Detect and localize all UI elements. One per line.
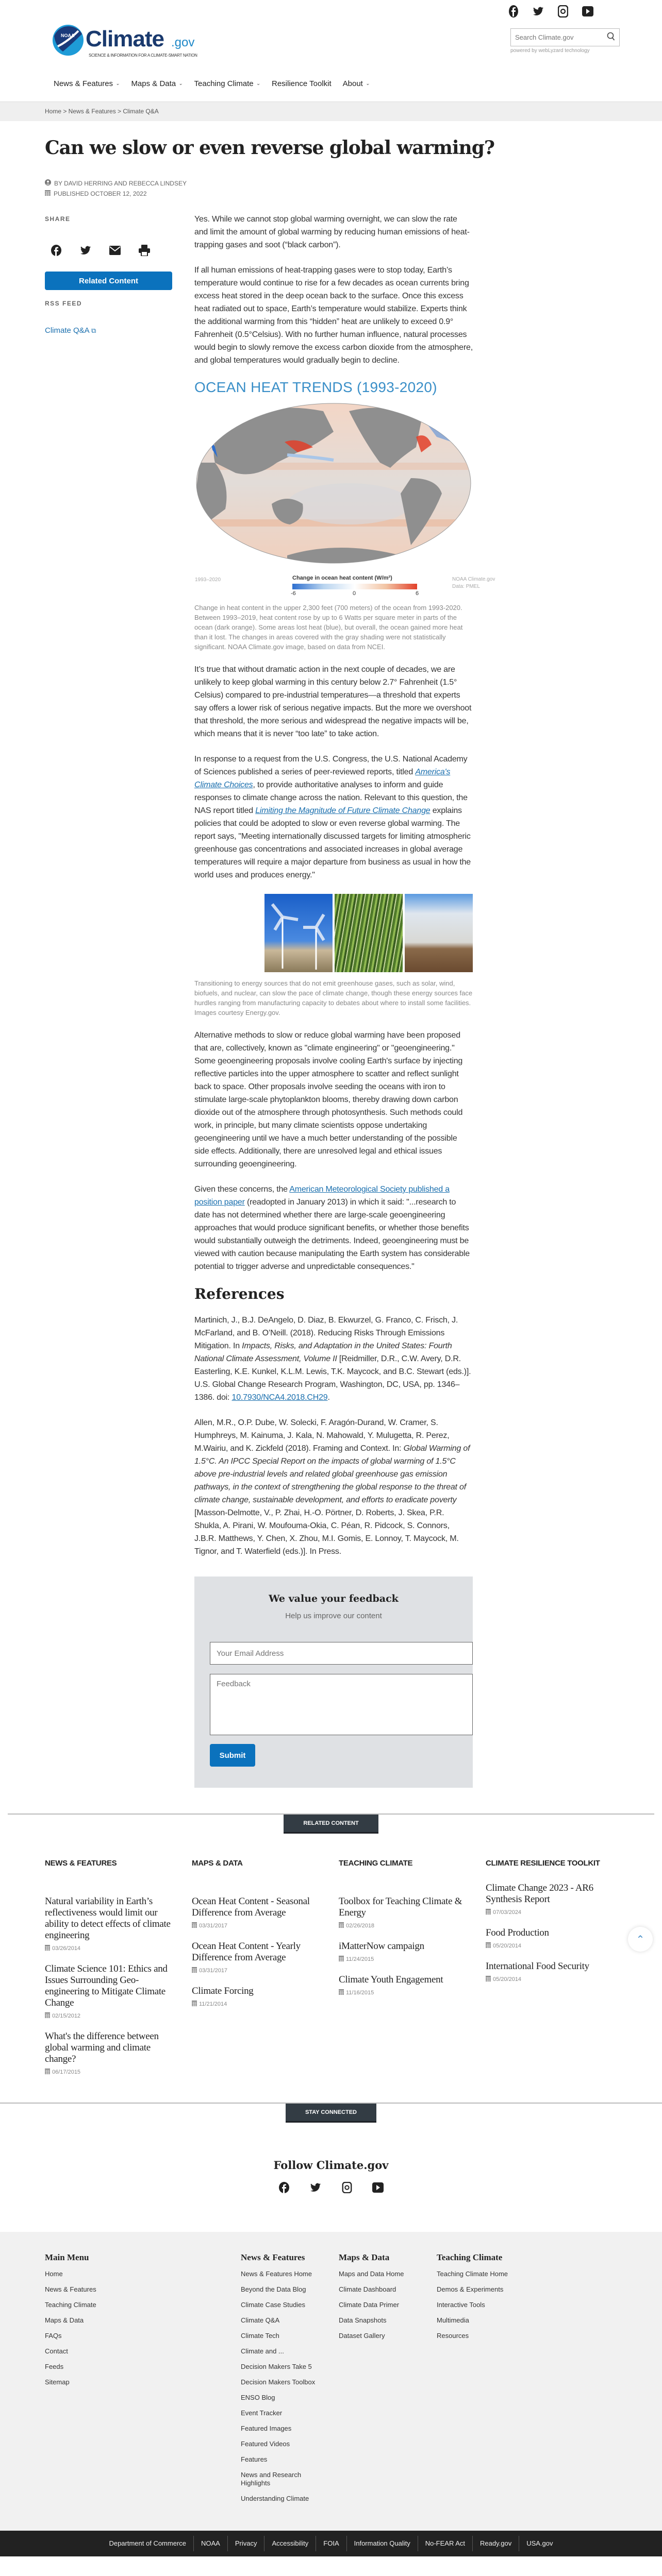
chevron-down-icon: ⌄ — [115, 81, 120, 87]
feedback-form — [194, 1577, 473, 1788]
map-source-data: Data: PMEL — [452, 584, 480, 589]
rss-link-climate-qa[interactable] — [45, 326, 96, 335]
footer-link[interactable]: Climate Case Studies — [241, 2301, 305, 2309]
footer-column-heading: Main Menu — [45, 2252, 89, 2262]
text: [Masson-Delmotte, V., P. Zhai, H.-O. Pörtner, D. Roberts, J. Skea, P.R. Shukla, A. Pirani, W. Moufouma-Okia, C. Péan, R. Pidcock, S. Connors, J.B.R. Matthews, Y. Chen, X. Zhou, M.I. Gomis, E. Lonnoy, T. Maycock, M. Tignor, and T. Waterfield (eds.)]. In Press. — [194, 1509, 459, 1556]
footer-link[interactable]: Teaching Climate Home — [437, 2270, 508, 2278]
energy-images — [194, 894, 473, 972]
map-legend-title: Change in ocean heat content (W/m²) — [292, 575, 392, 581]
text: [Reidmiller, D.R., C.W. Avery, D.R. Easterling, K.E. Kunkel, K.L.M. Lewis, T.K. Maycock, and B.C. Stewart (eds.)]. U.S. Global Change Research Program, Washington, DC, USA, pp. 1346–1386. doi: — [194, 1354, 471, 1402]
related-column-heading: MAPS & DATA — [192, 1859, 243, 1868]
related-item-date — [339, 1989, 473, 1996]
related-item-title[interactable]: Food Production — [486, 1927, 549, 1938]
nav-label: Resilience Toolkit — [272, 79, 332, 88]
text: Given these concerns, the — [194, 1185, 290, 1194]
related-column-heading: CLIMATE RESILIENCE TOOLKIT — [486, 1859, 600, 1868]
footer-link[interactable]: Beyond the Data Blog — [241, 2285, 306, 2293]
bottom-link[interactable]: USA.gov — [519, 2536, 560, 2551]
related-item[interactable] — [45, 2031, 179, 2076]
page-title: Can we slow or even reverse global warming? — [45, 137, 494, 159]
footer-link[interactable]: Interactive Tools — [437, 2301, 485, 2309]
related-item-title[interactable]: Toolbox for Teaching Climate & Energy — [339, 1896, 462, 1918]
header-social-links — [508, 4, 593, 19]
footer-link[interactable]: ENSO Blog — [241, 2394, 275, 2401]
stay-connected-section — [0, 2103, 662, 2232]
footer-link[interactable]: Features — [241, 2455, 268, 2463]
search-powered-by: powered by webLyzard technology — [510, 48, 590, 54]
search-box[interactable] — [510, 28, 620, 46]
footer-link[interactable]: Maps and Data Home — [339, 2270, 404, 2278]
related-item-title[interactable]: Climate Youth Engagement — [339, 1974, 443, 1985]
related-item[interactable] — [486, 1883, 620, 1916]
related-column — [339, 1857, 473, 2087]
link-limiting-magnitude[interactable]: Limiting the Magnitude of Future Climate Change — [255, 806, 431, 815]
related-item-title[interactable]: Natural variability in Earth’s reflectiveness would limit our ability to detect effects of climate engineering — [45, 1896, 171, 1941]
print-icon[interactable] — [139, 245, 150, 256]
calendar-icon — [192, 1967, 197, 1974]
map-heading: OCEAN HEAT TRENDS (1993-2020) — [194, 379, 437, 395]
footer-link[interactable]: News and Research Highlights — [241, 2471, 302, 2487]
user-icon — [45, 179, 51, 187]
related-content-button[interactable]: Related Content — [45, 272, 172, 290]
related-item[interactable] — [339, 1896, 473, 1929]
bottom-link[interactable]: Privacy — [227, 2536, 264, 2551]
chevron-down-icon: ⌄ — [256, 81, 260, 87]
paragraph-threshold: It’s true that without dramatic action in the next couple of decades, we are unlikely to keep global warming in this century below 2.7° Fahrenheit (1.5° Celsius) compared to pre-industrial temperatures—a threshold that experts say offers a lower risk of serious negative impacts. But the more we overshoot that threshold, the more serious and widespread the negative impacts will be, which means that it is never “too late” to take action. — [194, 665, 472, 738]
footer-link[interactable]: Maps & Data — [45, 2316, 84, 2324]
footer-link[interactable]: News & Features — [45, 2285, 96, 2293]
ocean-heat-map — [194, 401, 473, 566]
instagram-icon[interactable] — [342, 2182, 352, 2196]
bottom-link[interactable]: Accessibility — [264, 2536, 316, 2551]
date-text: 06/17/2015 — [52, 2069, 81, 2075]
text: Global Warming of 1.5°C. An IPCC Special Report on the impacts of global warming of 1.5°C above pre-industrial levels and related global greenhouse gas emission pathways, in the context of strengthening the global response to the threat of climate change, sustainable development, and efforts to eradicate poverty — [194, 1444, 470, 1504]
feedback-subtitle: Help us improve our content — [285, 1612, 382, 1620]
footer-link[interactable]: Decision Makers Take 5 — [241, 2363, 312, 2370]
bottom-link[interactable]: Department of Commerce — [109, 2539, 187, 2547]
paragraph-geoengineering: Alternative methods to slow or reduce global warming have been proposed that are, collectively, known as "climate engineering" or "geoengineering." Some geoengineering proposals involve cooling Earth's surface by injecting reflective particles into the upper atmosphere to scatter and reflect sunlight back to space. Other proposals involve seeding the oceans with iron to stimulate large-scale phytoplankton blooms, thereby drawing down carbon dioxide out of the atmosphere through photosynthesis. Such methods could work, in principle, but many climate scientists oppose undertaking geoengineering until we have a much better understanding of the possible side effects. Additionally, there are unresolved legal and ethical issues surrounding geoengineering. — [194, 1031, 463, 1168]
nav-label: News & Features — [54, 79, 113, 88]
footer-link[interactable]: Multimedia — [437, 2316, 469, 2324]
footer-link[interactable]: Climate Dashboard — [339, 2285, 396, 2293]
related-item-title[interactable]: Ocean Heat Content - Seasonal Difference from Average — [192, 1896, 310, 1918]
youtube-icon[interactable] — [582, 4, 593, 19]
climate-gov-logo[interactable] — [52, 21, 217, 59]
date-text: 11/21/2014 — [199, 2001, 227, 2007]
related-item-date — [339, 1922, 473, 1929]
footer-column — [45, 2252, 241, 2510]
share-buttons — [51, 245, 150, 256]
footer-link[interactable]: Featured Videos — [241, 2440, 290, 2448]
bottom-link[interactable]: Ready.gov — [472, 2536, 519, 2551]
footer-column — [241, 2252, 339, 2510]
nav-label: About — [342, 79, 363, 88]
map-legend-colorbar — [292, 584, 417, 589]
biofuel-grass-image — [335, 894, 403, 972]
footer-link[interactable]: Teaching Climate — [45, 2301, 96, 2309]
share-twitter-icon[interactable] — [80, 245, 91, 256]
reference-martinich: Martinich, J., B.J. DeAngelo, D. Diaz, B. Ekwurzel, G. Franco, C. Frisch, J. McFarland, and B. O’Neill. (2018). Reducing Risks Through Emissions Mitigation. In Impacts, Risks, and Adaptation in the United States: Fourth National Climate Assessment, Volume II [Reidmiller, D.R., C.W. Avery, D.R. Easterling, K.E. Kunkel, K.L.M. Lewis, T.K. Maycock, and B.C. Stewart (eds.)]. U.S. Global Change Research Program, Washington, DC, USA, pp. 1346–1386. doi: 10.7930/NCA4.2018.CH29. — [194, 1316, 471, 1402]
footer-link[interactable]: News & Features Home — [241, 2270, 312, 2278]
svg-text:Climate: Climate — [86, 26, 164, 52]
follow-heading: Follow Climate.gov — [273, 2159, 389, 2172]
instagram-icon[interactable] — [557, 4, 569, 19]
nav-resilience-toolkit[interactable] — [272, 79, 332, 88]
svg-text:SCIENCE & INFORMATION FOR A CL: SCIENCE & INFORMATION FOR A CLIMATE-SMART NATION — [89, 53, 197, 58]
bottom-link[interactable]: Information Quality — [346, 2536, 418, 2551]
scroll-to-top-button[interactable] — [628, 1927, 653, 1952]
calendar-icon — [45, 1944, 50, 1952]
twitter-icon[interactable] — [533, 4, 544, 19]
calendar-icon — [339, 1989, 344, 1996]
calendar-icon — [192, 2000, 197, 2008]
footer-column-heading: News & Features — [241, 2252, 305, 2262]
nav-news-features[interactable] — [54, 79, 120, 88]
date-text: 02/15/2012 — [52, 2012, 81, 2019]
wind-turbines-image — [264, 894, 333, 972]
footer-link[interactable]: Decision Makers Toolbox — [241, 2378, 316, 2386]
related-item-title[interactable]: Climate Forcing — [192, 1986, 254, 1996]
nav-label: Teaching Climate — [194, 79, 254, 88]
related-item-date — [339, 1955, 473, 1963]
related-content-section — [0, 1814, 662, 2103]
footer-link[interactable]: Resources — [437, 2332, 469, 2340]
footer-link[interactable]: Sitemap — [45, 2378, 70, 2386]
map-source — [452, 576, 495, 590]
footer-link[interactable]: Event Tracker — [241, 2409, 283, 2417]
related-content-tab: RELATED CONTENT — [284, 1815, 378, 1834]
related-item-date — [486, 1942, 620, 1950]
map-period: 1993–2020 — [195, 577, 221, 583]
text: , to provide authoritative analyses to inform and guide responses to climate change across the nation. Relevant to this question, the NAS report titled — [194, 781, 468, 815]
bottom-link[interactable]: NOAA — [193, 2536, 227, 2551]
footer-column-heading: Maps & Data — [339, 2252, 390, 2262]
related-columns — [0, 1834, 662, 2103]
share-email-icon[interactable] — [109, 245, 121, 256]
footer-link[interactable]: Climate Tech — [241, 2332, 279, 2340]
paragraph-intro: Yes. While we cannot stop global warming overnight, we can slow the rate and limit the amount of global warming by reducing human emissions of heat-trapping gases and soot (“black carbon”). — [194, 215, 470, 249]
text: explains policies that could be adopted to slow or even reverse global warming. The report says, "Meeting internationally discussed targets for limiting atmospheric greenhouse gas concentrations and associated increases in global average temperatures will require a major departure from business as usual in how the world uses and produces energy." — [194, 806, 471, 879]
calendar-icon — [486, 1908, 491, 1916]
related-item-date — [486, 1975, 620, 1983]
map-caption: Change in heat content in the upper 2,300 feet (700 meters) of the ocean from 1993-2020. Between 1993–2019, heat content rose by up to 6 Watts per square meter in parts of the ocean (dark orange). Some areas lost heat (blue), but overall, the ocean gained more heat than it lost. The changes in areas covered with the gray shading were not statistically significant. NOAA Climate.gov image, based on data from NCEI. — [194, 604, 463, 651]
footer-column — [339, 2252, 437, 2510]
related-item[interactable] — [192, 1941, 326, 1974]
feedback-title: We value your feedback — [269, 1593, 399, 1604]
calendar-icon — [339, 1922, 344, 1929]
text: Martinich, J., B.J. DeAngelo, D. Diaz, B. Ekwurzel, G. Franco, C. Frisch, J. McFarland, and B. O’Neill. (2018). Reducing Risks Through Emissions Mitigation. In — [194, 1316, 458, 1350]
related-item[interactable] — [192, 1896, 326, 1929]
footer-link[interactable]: Climate and ... — [241, 2347, 284, 2355]
search-icon[interactable] — [607, 32, 615, 43]
nav-label: Maps & Data — [131, 79, 176, 88]
related-item-title[interactable]: What's the difference between global warming and climate change? — [45, 2031, 159, 2064]
twitter-icon[interactable] — [310, 2182, 321, 2196]
related-item[interactable] — [45, 1896, 179, 1952]
footer-column — [437, 2252, 535, 2510]
footer-link[interactable]: Data Snapshots — [339, 2316, 387, 2324]
byline-text: BY DAVID HERRING AND REBECCA LINDSEY — [54, 179, 187, 187]
calendar-icon — [45, 2068, 50, 2076]
related-item-date — [486, 1908, 620, 1916]
rss-link-text: Climate Q&A — [45, 326, 89, 335]
references-heading: References — [194, 1285, 285, 1302]
related-item[interactable] — [486, 1961, 620, 1983]
footer-link[interactable]: Understanding Climate — [241, 2495, 309, 2502]
link-ams-position-paper[interactable]: American Meteorological Society published a position paper — [194, 1185, 450, 1207]
text: In response to a request from the U.S. Congress, the U.S. National Academy of Sciences published a series of peer-reviewed reports, titled — [194, 755, 468, 776]
rss-icon: ⧉ — [91, 327, 96, 334]
related-item-title[interactable]: International Food Security — [486, 1961, 589, 1972]
facebook-icon[interactable] — [278, 2182, 290, 2196]
calendar-icon — [339, 1955, 344, 1963]
main-nav — [54, 79, 370, 88]
bottom-link[interactable]: No-FEAR Act — [418, 2536, 472, 2551]
related-item-date — [192, 2000, 326, 2008]
text: Allen, M.R., O.P. Dube, W. Solecki, F. Aragón-Durand, W. Cramer, S. Humphreys, M. Kainuma, J. Kala, N. Mahowald, Y. Mulugetta, R. Perez, M.Wairiu, and K. Zickfeld (2018). Framing and Context. In: — [194, 1418, 450, 1453]
date-text: 03/31/2017 — [199, 1922, 228, 1929]
date-text: 11/16/2015 — [346, 1989, 374, 1996]
images-caption: Transitioning to energy sources that do not emit greenhouse gases, such as solar, wind, biofuels, and nuclear, can slow the pace of climate change, though these energy sources face hurdles ranging from manufacturing capacity to debates about where to install some facilities. Images courtesy Energy.gov. — [194, 979, 473, 1016]
text: (readopted in January 2013) in which it said: "...research to date has not determined whether there are large-scale geoengineering approaches that would produce significant benefits, or whether those benefits would substantially outweigh the detriments. Indeed, geoengineering must be viewed with caution because manipulating the Earth system has considerable potential to trigger adverse and unpredictable consequences." — [194, 1198, 470, 1271]
footer-link[interactable]: FAQs — [45, 2332, 62, 2340]
svg-text:.gov: .gov — [171, 36, 195, 49]
share-facebook-icon[interactable] — [51, 245, 62, 256]
footer-link[interactable]: Climate Data Primer — [339, 2301, 400, 2309]
legend-tick: 6 — [416, 590, 419, 597]
related-column — [486, 1857, 620, 2087]
related-item-date — [45, 2068, 179, 2076]
related-item-date — [192, 1922, 326, 1929]
paragraph-nas-report — [194, 753, 473, 882]
share-label: SHARE — [45, 215, 71, 223]
calendar-icon — [45, 190, 51, 197]
footer-link[interactable]: Featured Images — [241, 2425, 292, 2432]
paragraph-ams — [194, 1183, 473, 1273]
facebook-icon[interactable] — [508, 4, 519, 19]
related-item[interactable] — [339, 1974, 473, 1996]
byline — [45, 179, 187, 187]
legend-tick: -6 — [291, 590, 296, 597]
related-item[interactable] — [45, 1963, 179, 2020]
date-text: 05/20/2014 — [493, 1942, 522, 1949]
related-column — [192, 1857, 326, 2087]
related-item-date — [45, 2012, 179, 2020]
related-item[interactable] — [192, 1986, 326, 2008]
chevron-down-icon: ⌄ — [178, 81, 183, 87]
email-field[interactable] — [210, 1642, 473, 1665]
footer-column-heading: Teaching Climate — [437, 2252, 503, 2262]
publish-date — [45, 190, 147, 197]
footer-link[interactable]: Feeds — [45, 2363, 64, 2370]
paragraph-hidden-heat: If all human emissions of heat-trapping gases were to stop today, Earth’s temperature would continue to rise for a few decades as ocean currents bring excess heat stored in the deep ocean back to the surface. Once this excess heat radiated out to space, Earth’s temperature would stabilize. Experts think the additional warming from this “hidden” heat are unlikely to exceed 0.9° Fahrenheit (0.5°Celsius). With no further human influence, natural processes would begin to slowly remove the excess carbon dioxide from the atmosphere, and global temperatures would gradually begin to decline. — [194, 266, 473, 365]
related-item[interactable] — [339, 1941, 473, 1963]
nav-about[interactable] — [343, 79, 370, 88]
related-item[interactable] — [486, 1927, 620, 1950]
nuclear-plant-image — [405, 894, 473, 972]
link-americas-climate-choices[interactable]: America's Climate Choices — [194, 768, 451, 789]
footer-link[interactable]: Dataset Gallery — [339, 2332, 385, 2340]
related-item-title[interactable]: iMatterNow campaign — [339, 1941, 424, 1952]
related-item-title[interactable]: Ocean Heat Content - Yearly Difference from Average — [192, 1941, 301, 1963]
footer-link[interactable]: Contact — [45, 2347, 68, 2355]
date-text: 02/26/2018 — [346, 1922, 375, 1929]
search-input[interactable] — [515, 33, 607, 41]
related-item-title[interactable]: Climate Science 101: Ethics and Issues Surrounding Geo-engineering to Mitigate Climate Change — [45, 1963, 168, 2008]
map-legend — [194, 566, 495, 598]
feedback-textarea[interactable] — [210, 1674, 473, 1735]
publish-date-text: PUBLISHED OCTOBER 12, 2022 — [54, 190, 147, 197]
date-text: 03/31/2017 — [199, 1967, 228, 1974]
reference-allen — [194, 1416, 473, 1558]
calendar-icon — [192, 1922, 197, 1929]
follow-social-links — [278, 2182, 384, 2232]
footer-link[interactable]: Home — [45, 2270, 63, 2278]
bottom-link[interactable]: FOIA — [316, 2536, 346, 2551]
related-column — [45, 1857, 179, 2087]
nav-maps-data[interactable] — [131, 79, 183, 88]
related-column-heading: NEWS & FEATURES — [45, 1859, 117, 1868]
breadcrumb[interactable]: Home > News & Features > Climate Q&A — [0, 101, 662, 121]
related-item-date — [45, 1944, 179, 1952]
calendar-icon — [45, 2012, 50, 2020]
stay-connected-tab: STAY CONNECTED — [286, 2104, 376, 2123]
calendar-icon — [486, 1942, 491, 1950]
doi-link[interactable]: 10.7930/NCA4.2018.CH29 — [231, 1393, 328, 1402]
submit-button[interactable]: Submit — [210, 1744, 255, 1767]
article-body — [194, 0, 495, 1788]
logo-badge-text: NOAA — [61, 33, 75, 38]
related-column-heading: TEACHING CLIMATE — [339, 1859, 413, 1868]
footer-link[interactable]: Demos & Experiments — [437, 2285, 504, 2293]
solar-panels-image — [194, 894, 262, 972]
footer-link[interactable]: Climate Q&A — [241, 2316, 280, 2324]
related-item-date — [192, 1967, 326, 1974]
youtube-icon[interactable] — [372, 2182, 384, 2196]
related-item-title[interactable]: Climate Change 2023 - AR6 Synthesis Report — [486, 1883, 593, 1905]
legend-tick: 0 — [353, 590, 356, 597]
date-text: 03/26/2014 — [52, 1945, 81, 1952]
chevron-down-icon: ⌄ — [365, 81, 370, 87]
footer-bottom-links — [0, 2531, 662, 2556]
date-text: 05/20/2014 — [493, 1976, 522, 1982]
text: Impacts, Risks, and Adaptation in the United States: Fourth National Climate Assessment, Volume II — [194, 1342, 452, 1363]
chevron-up-icon: ⌃ — [636, 1934, 645, 1945]
site-footer — [0, 2232, 662, 2531]
date-text: 11/24/2015 — [346, 1956, 374, 1962]
calendar-icon — [486, 1975, 491, 1983]
map-source-credit: NOAA Climate.gov — [452, 577, 495, 582]
rss-feed-label: RSS FEED — [45, 300, 82, 307]
nav-teaching-climate[interactable] — [194, 79, 260, 88]
date-text: 07/03/2024 — [493, 1909, 522, 1916]
